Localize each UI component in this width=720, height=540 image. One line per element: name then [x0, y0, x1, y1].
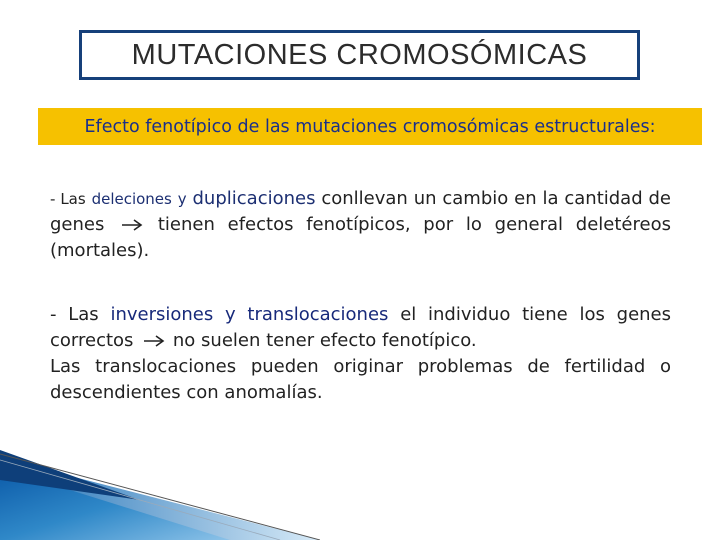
title-box: [79, 30, 640, 80]
term-duplicaciones: duplicaciones: [192, 188, 316, 209]
right-arrow-icon: [121, 219, 143, 231]
p2-prefix: - Las: [50, 304, 99, 325]
title-inner: [82, 33, 637, 77]
subtitle-bar: [38, 108, 702, 145]
corner-decoration: [0, 440, 320, 540]
right-arrow-icon: [143, 335, 165, 347]
term-deleciones: deleciones: [91, 190, 172, 208]
p1-conj: y: [177, 190, 187, 208]
slide-title: MUTACIONES CROMOSÓMICAS: [131, 38, 588, 71]
p1-prefix: - Las: [50, 190, 86, 208]
p2-rest2: no suelen tener efecto fenotípico.: [172, 330, 477, 351]
subtitle-text: Efecto fenotípico de las mutaciones cromosómicas estructurales:: [84, 116, 656, 137]
paragraph-deleciones: [50, 186, 671, 264]
paragraph-translocaciones: Las translocaciones pueden originar problemas de fertilidad o descendientes con anomalías.: [50, 356, 671, 403]
p1-rest1: conllevan un cambio en la cantidad de genes: [50, 188, 671, 235]
p2-rest1: el individuo tiene los genes correctos: [50, 304, 671, 351]
paragraph-inversiones: [50, 302, 671, 406]
term-inversiones-translocaciones: inversiones y translocaciones: [110, 304, 389, 325]
p1-rest2: tienen efectos fenotípicos, por lo general deletéreos (mortales).: [50, 214, 671, 261]
